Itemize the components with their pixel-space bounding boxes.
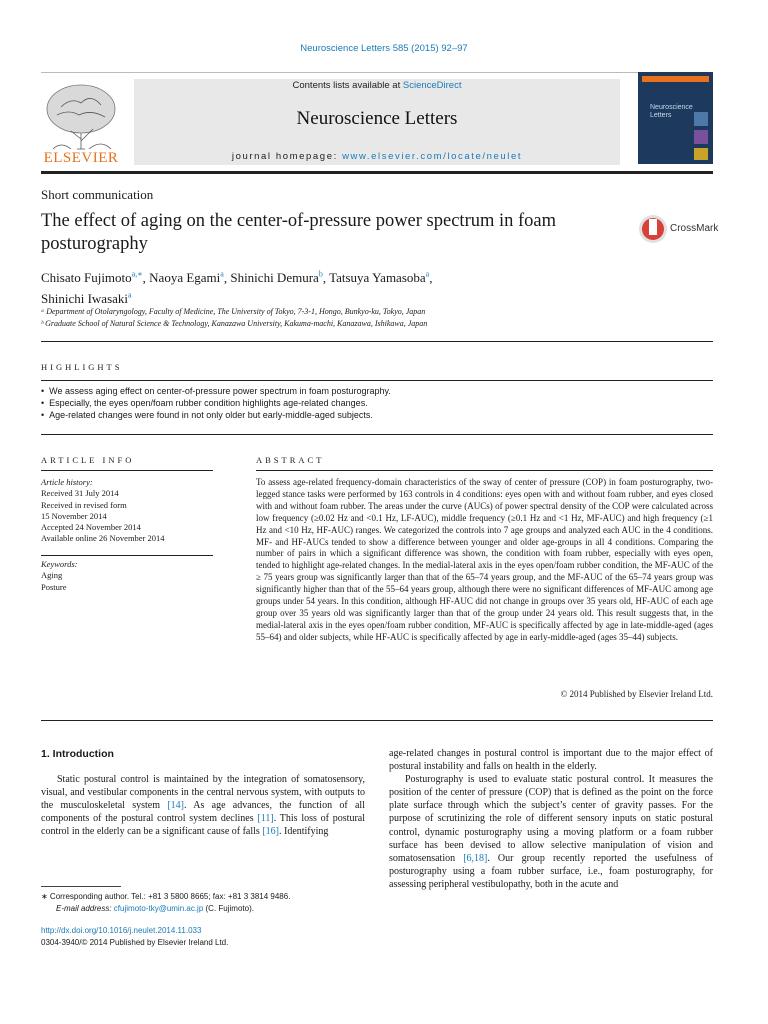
body-column-right: age-related changes in postural control is important due to the major effect of postural instability and falls on health in the elderly. Posturography is used to evaluate static postural control. It measures the position of the center of pressure (COP) that is defined as the point on the force plate surface through which the subject’s center of gravity passes. For the purpose of scrutinizing the role of different sensory inputs on static postural control, dynamic posturography using a moving platform or a foam rubber surface has been devised to allow selective manipulation of vision and somatosensation [6,18]. Our group recently reported the usefulness of posturography using a foam rubber surface, i.e., foam posturography, for assessing peripheral vestibulopathy, both in the acute and: [389, 748, 713, 890]
keywords: [41, 559, 221, 593]
cover-title: Neuroscience Letters: [650, 104, 693, 119]
article-title: The effect of aging on the center-of-pressure power spectrum in foam posturography: [41, 211, 557, 254]
elsevier-wordmark: ELSEVIER: [43, 150, 119, 166]
divider: [41, 720, 713, 721]
corresponding-author-note: ∗ Corresponding author. Tel.: +81 3 5800 8665; fax: +81 3 3814 9486.: [41, 892, 291, 901]
contents-line: [134, 80, 620, 91]
masthead-rule: [41, 171, 713, 174]
divider: [256, 470, 713, 471]
author-1[interactable]: Chisato Fujimoto$^{a,∗}$: [41, 270, 143, 286]
footnote-rule: [41, 886, 121, 887]
doi-link[interactable]: http://dx.doi.org/10.1016/j.neulet.2014.11.033: [41, 926, 202, 935]
divider: [41, 434, 713, 435]
keywords-label: Keywords:: [41, 559, 78, 569]
keyword: Posture: [41, 581, 67, 592]
article-info-heading: ARTICLE INFO: [41, 455, 135, 465]
abstract-heading: ABSTRACT: [256, 455, 325, 465]
keyword: Aging: [41, 570, 63, 581]
citation-link[interactable]: [16]: [262, 826, 279, 838]
article-history: Article history: Received 31 July 2014 Received in revised form 15 November 2014 Accepted 24 November 2014 Available online 26 November 2014: [41, 477, 165, 544]
issn-line: 0304-3940/© 2014 Published by Elsevier Ireland Ltd.: [41, 938, 229, 947]
divider: [41, 380, 713, 381]
copyright: © 2014 Published by Elsevier Ireland Ltd.: [560, 689, 713, 699]
journal-title: Neuroscience Letters: [296, 108, 458, 129]
homepage-line: [134, 151, 620, 162]
author-2[interactable]: Naoya Egami$^a$: [149, 270, 224, 286]
article-type: Short communication: [41, 187, 154, 202]
email-note: E-mail address: cfujimoto-tky@umin.ac.jp (C. Fujimoto).: [56, 904, 254, 913]
contents-prefix: Contents lists available at: [292, 80, 403, 91]
highlight-item: • We assess aging effect on center-of-pressure power spectrum in foam posturography.: [41, 386, 721, 396]
citation-link[interactable]: [14]: [167, 800, 184, 812]
divider: [41, 341, 713, 342]
highlights-heading: HIGHLIGHTS: [41, 362, 123, 372]
homepage-link[interactable]: www.elsevier.com/locate/neulet: [342, 151, 523, 162]
divider: [41, 470, 213, 471]
homepage-prefix: journal homepage:: [231, 151, 343, 162]
affiliation-a: ᵃ Department of Otolaryngology, Faculty of Medicine, The University of Tokyo, 7-3-1, Hongo, Bunkyo-ku, Tokyo, Japan: [41, 307, 426, 316]
highlight-item: • Age-related changes were found in not only older but early-middle-aged subjects.: [41, 410, 721, 420]
history-label: Article history:: [41, 477, 93, 487]
crossmark-label[interactable]: CrossMark: [670, 223, 719, 234]
sciencedirect-link[interactable]: ScienceDirect: [402, 80, 462, 91]
section-heading-introduction: 1. Introduction: [41, 748, 114, 760]
affiliation-b: ᵇ Graduate School of Natural Science & Technology, Kanazawa University, Kakuma-machi, Kanazawa, Ishikawa, Japan: [41, 319, 428, 328]
author-4[interactable]: Tatsuya Yamasoba$^a$: [329, 270, 430, 286]
author-list: Chisato Fujimoto$^{a,∗}$, Naoya Egami$^a$, Shinichi Demura$^b$, Tatsuya Yamasoba$^a$, Shinichi Iwasaki$^a$: [41, 270, 433, 306]
author-5[interactable]: Shinichi Iwasaki$^a$: [41, 290, 132, 306]
email-link[interactable]: cfujimoto-tky@umin.ac.jp: [113, 904, 204, 913]
citation-link[interactable]: [11]: [257, 813, 274, 825]
abstract-text: To assess age-related frequency-domain characteristics of the sway of center of pressure (COP) in foam posturography, two-legged stance tasks were performed by 163 controls in 4 conditions: eyes open with and without foam rubber, and eyes closed with and without foam rubber. The areas under the curve (AUCs) of power spectral density of the COP were calculated across low frequency (≥0.02 Hz and <0.1 Hz, LF-AUC), middle frequency (≥0.1 Hz and <1 Hz, MF-AUC) and high frequency (≥1 Hz and <10 Hz, HF-AUC) ranges. We categorized the controls into 7 age groups and analyzed each AUC in the 4 conditions. MF- and HF-AUCs tended to show a difference between younger and older age-groups in all 4 conditions. Comparing the number of pairs in which a significant difference was shown, the condition with foam rubber, especially with eyes open, tended to highlight age-related changes. In the medial-lateral axis in the eyes open/foam rubber condition, the MF-AUC of the ≥ 75 years group was significantly larger than that of the 65–74 years group, and the MF-AUC of the 65–74 years group was significantly higher than that of the 55–64 years group, although there were no significant differences of MF-AUC among age groups under 54 years. In this condition, although HF-AUC did not change in groups over 35 years old, HF-AUC of each age group over 35 years old was significantly larger than that of the group under 24 years old. This result suggests that, in the medial-lateral axis in the eyes open/foam rubber condition, MF-AUC is specifically affected by age in late-middle-aged (ages 55–64) and older subjects, while HF-AUC is specifically affected by age in early-middle-aged (ages 35–44) subjects.: [256, 477, 713, 642]
author-3[interactable]: Shinichi Demura$^b$: [230, 270, 323, 286]
highlight-item: • Especially, the eyes open/foam rubber condition highlights age-related changes.: [41, 398, 721, 408]
body-column-left: Static postural control is maintained by the integration of somatosensory, visual, and vestibular components in the central nervous system, with outputs to the musculoskeletal system [14]. As age advances, the function of all components of the postural control system declines [11]. This loss of postural control in the elderly can be a significant cause of falls [16]. Identifying: [41, 774, 365, 838]
masthead-top-rule: [41, 72, 713, 73]
journal-reference[interactable]: Neuroscience Letters 585 (2015) 92–97: [300, 43, 468, 54]
divider: [41, 555, 213, 556]
citation-link[interactable]: [6,18]: [463, 852, 488, 864]
